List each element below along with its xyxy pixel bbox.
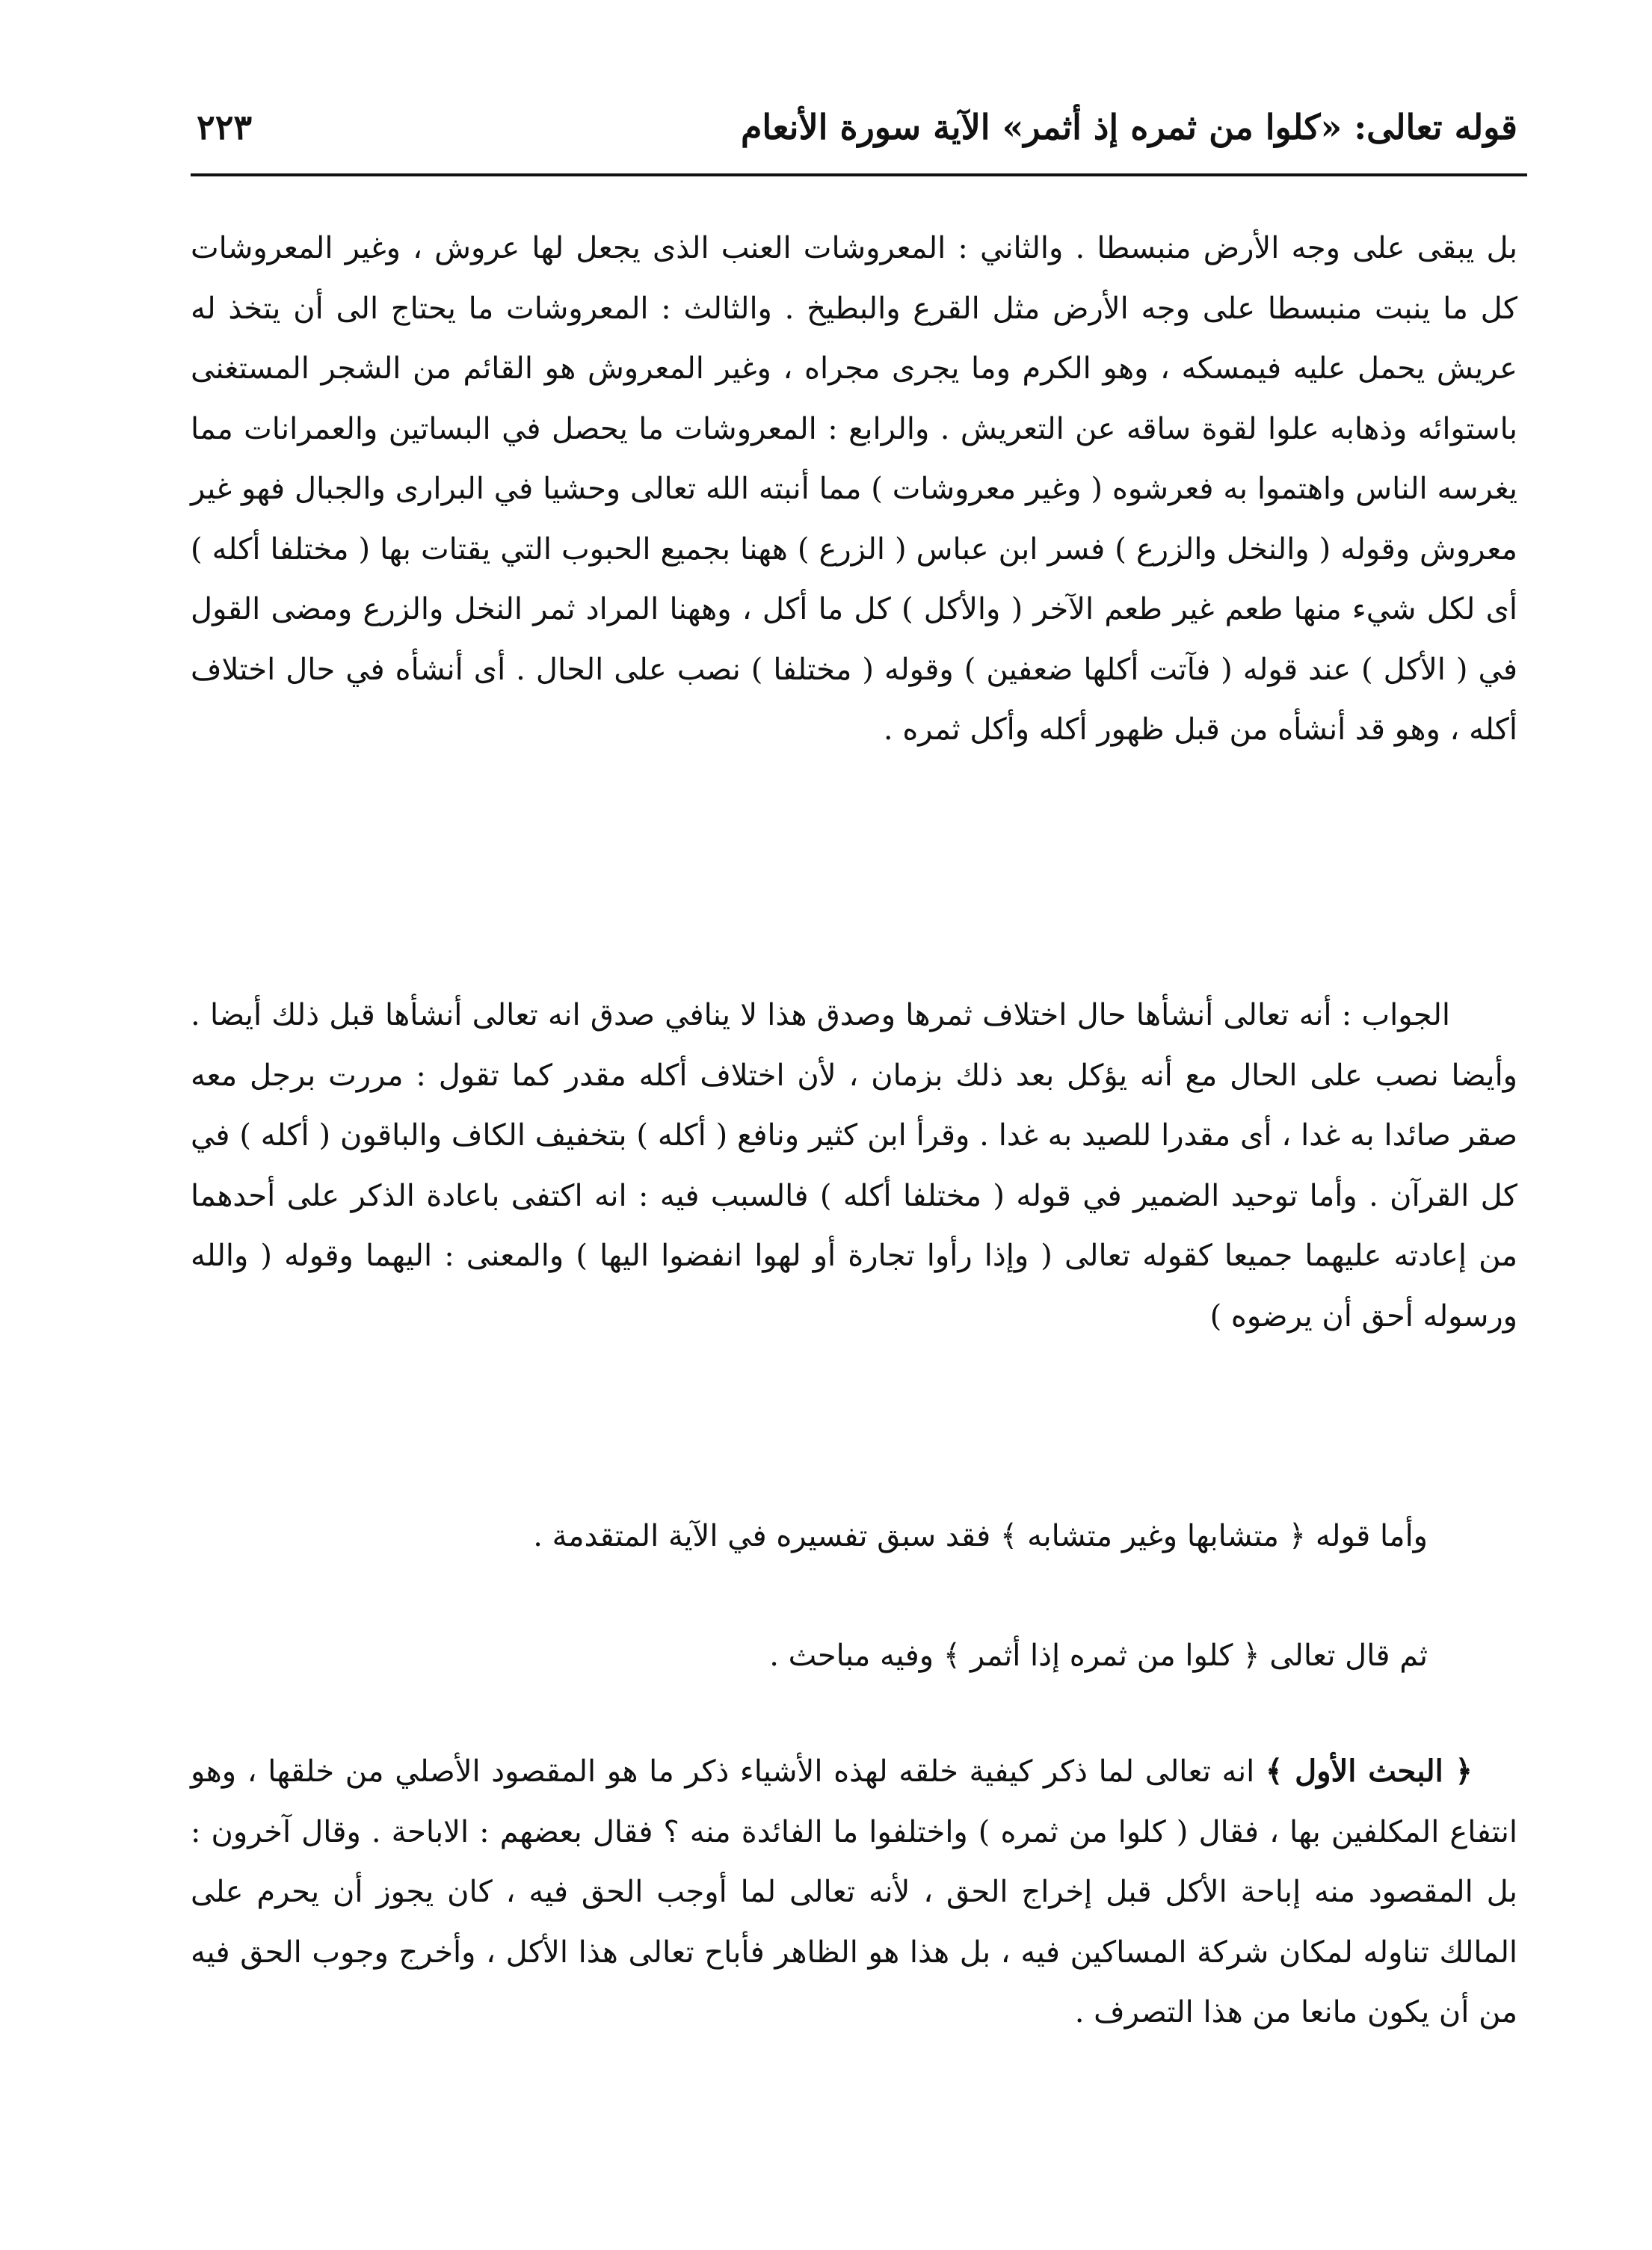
line-4: ثم قال تعالى ﴿ كلوا من ثمره إذا أثمر ﴾ وفيه مباحث . <box>769 1639 1428 1673</box>
paragraph-5-text: انه تعالى لما ذكر كيفية خلقه لهذه الأشياء ذكر ما هو المقصود الأصلي من خلقها ، وهو انتفاع المكلفين بها ، فقال ( كلوا من ثمره ) واختلفوا ما الفائدة منه ؟ فقال بعضهم : الاباحة . وقال آخرون : بل المقصود منه إباحة الأكل قبل إخراج الحق ، لأنه تعالى لما أوجب الحق فيه ، كان يجوز أن يحرم على المالك تناوله لمكان شركة المساكين فيه ، بل هذا هو الظاهر فأباح تعالى هذا الأكل ، وأخرج وجوب الحق فيه من أن يكون مانعا من هذا التصرف . <box>191 1754 1517 2029</box>
running-title: قوله تعالى: «كلوا من ثمره إذ أثمر» الآية سورة الأنعام <box>740 107 1517 147</box>
line-3: وأما قوله ﴿ متشابها وغير متشابه ﴾ فقد سبق تفسيره في الآية المتقدمة . <box>533 1519 1428 1553</box>
header-rule <box>191 173 1527 176</box>
paragraph-5 <box>191 1742 1517 2043</box>
paragraph-2: الجواب : أنه تعالى أنشأها حال اختلاف ثمرها وصدق هذا لا ينافي صدق انه تعالى أنشأها قبل ذلك أيضا . وأيضا نصب على الحال مع أنه يؤكل بعد ذلك بزمان ، لأن اختلاف أكله مقدر كما تقول : مررت برجل معه صقر صائدا به غدا ، أى مقدرا للصيد به غدا . وقرأ ابن كثير ونافع ( أكله ) بتخفيف الكاف والباقون ( أكله ) في كل القرآن . وأما توحيد الضمير في قوله ( مختلفا أكله ) فالسبب فيه : انه اكتفى باعادة الذكر على أحدهما من إعادته عليهما جميعا كقوله تعالى ( وإذا رأوا تجارة أو لهوا انفضوا اليها ) والمعنى : اليهما وقوله ( والله ورسوله أحق أن يرضوه ) <box>191 998 1517 1334</box>
section-heading: ﴿ البحث الأول ﴾ <box>1265 1754 1473 1789</box>
page-header <box>191 101 1517 172</box>
paragraph-1: بل يبقى على وجه الأرض منبسطا . والثاني : المعروشات العنب الذى يجعل لها عروش ، وغير المعروشات كل ما ينبت منبسطا على وجه الأرض مثل القرع والبطيخ . والثالث : المعروشات ما يحتاج الى أن يتخذ له عريش يحمل عليه فيمسكه ، وهو الكرم وما يجرى مجراه ، وغير المعروش هو القائم من الشجر المستغنى باستوائه وذهابه علوا لقوة ساقه عن التعريش . والرابع : المعروشات ما يحصل في البساتين والعمرانات مما يغرسه الناس واهتموا به فعرشوه ( وغير معروشات ) مما أنبته الله تعالى وحشيا في البرارى والجبال فهو غير معروش وقوله ( والنخل والزرع ) فسر ابن عباس ( الزرع ) ههنا بجميع الحبوب التي يقتات بها ( مختلفا أكله ) أى لكل شيء منها طعم غير طعم الآخر ( والأكل ) كل ما أكل ، وههنا المراد ثمر النخل والزرع ومضى القول في ( الأكل ) عند قوله ( فآتت أكلها ضعفين ) وقوله ( مختلفا ) نصب على الحال . أى أنشأه في حال اختلاف أكله ، وهو قد أنشأه من قبل ظهور أكله وأكل ثمره . <box>191 231 1517 747</box>
page-number: ٢٢٣ <box>197 107 253 147</box>
